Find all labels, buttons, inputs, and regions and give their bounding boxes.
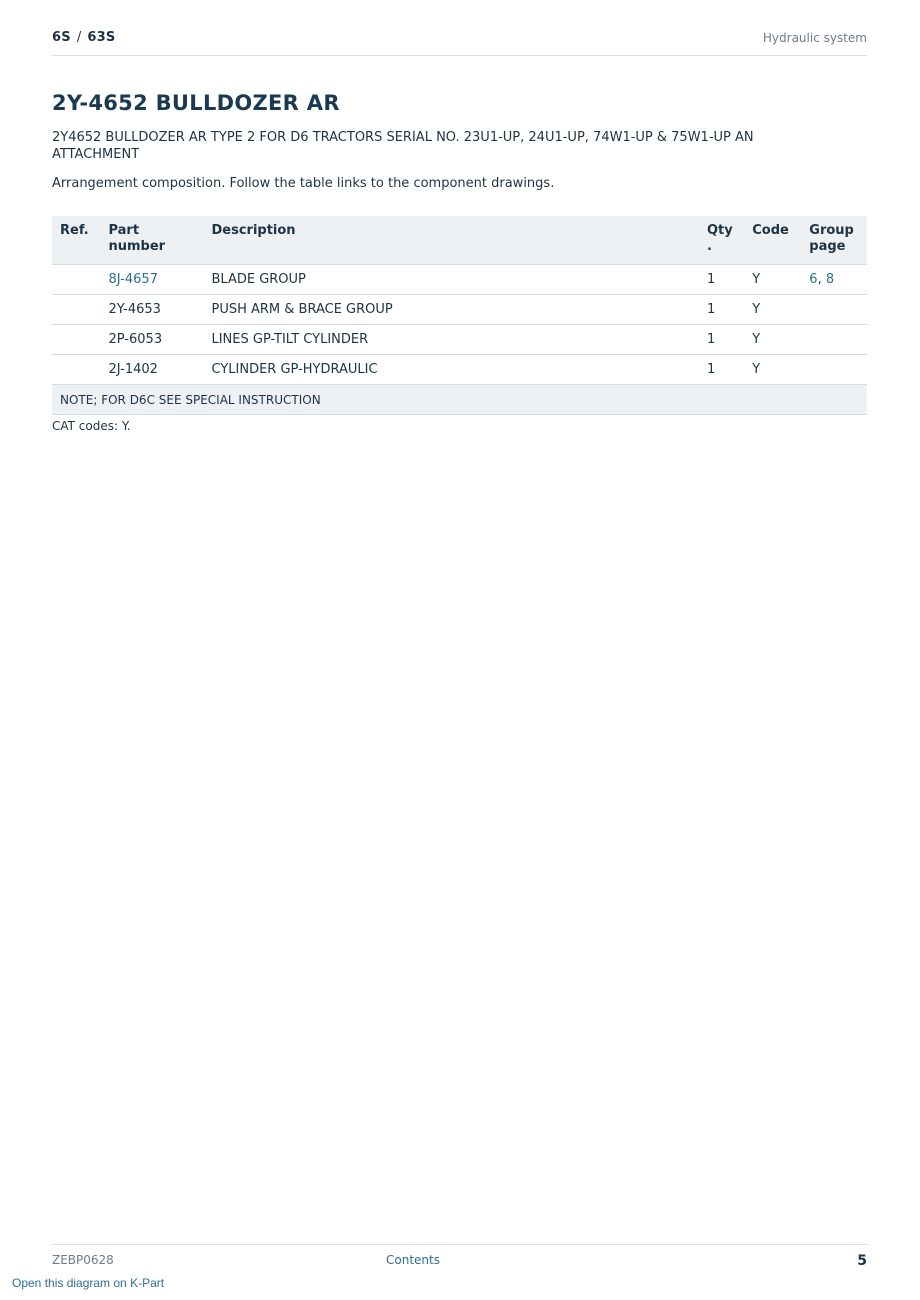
table-header-row [52,216,867,265]
cell-description: BLADE GROUP [203,265,699,295]
header-code: Code [744,216,801,265]
cell-code: Y [744,265,801,295]
group-page-link[interactable]: 8 [825,271,835,287]
cell-ref [52,265,100,295]
note-row [52,385,867,415]
table-row [52,265,867,295]
part-number-link[interactable]: 8J-4657 [108,271,158,287]
cell-group-page [801,265,867,295]
header-part-number: Part number [100,216,203,265]
page-number: 5 [857,1253,867,1269]
group-page-separator: , [817,271,826,287]
page-header [52,28,867,56]
cell-code: Y [744,355,801,385]
cat-codes: CAT codes: Y. [52,419,131,433]
arrangement-description: 2Y4652 BULLDOZER AR TYPE 2 FOR D6 TRACTORS SERIAL NO. 23U1-UP, 24U1-UP, 74W1-UP & 75W1-UP AN ATTACHMENT [52,130,754,162]
cell-description: PUSH ARM & BRACE GROUP [203,295,699,325]
document-code: ZEBP0628 [52,1253,114,1267]
cell-ref [52,295,100,325]
group-page-link[interactable]: 6 [809,271,818,287]
cell-code: Y [744,325,801,355]
header-qty-suffix: . [706,239,712,254]
contents-link[interactable]: Contents [386,1253,440,1267]
breadcrumb-item-model: 6S [52,30,71,45]
parts-table [52,216,867,415]
header-qty [699,216,744,265]
cell-group-page [801,325,867,355]
cell-ref [52,325,100,355]
cell-qty: 1 [699,265,744,295]
table-row [52,295,867,325]
header-ref: Ref. [52,216,100,265]
table-note: NOTE; FOR D6C SEE SPECIAL INSTRUCTION [52,385,867,415]
page-title: 2Y-4652 BULLDOZER AR [52,91,340,115]
document-page [52,0,867,1300]
kpart-diagram-link[interactable]: Open this diagram on K-Part [12,1276,165,1290]
table-row [52,325,867,355]
header-description: Description [203,216,699,265]
header-group-page: Group page [801,216,867,265]
breadcrumb [52,30,115,45]
breadcrumb-item-serial: 63S [87,30,116,45]
breadcrumb-separator: / [76,30,82,45]
cell-code: Y [744,295,801,325]
cell-part-number: 2Y-4653 [100,295,203,325]
page-footer [52,1244,867,1275]
cell-qty: 1 [699,295,744,325]
header-qty-label: Qty [706,223,733,238]
section-name: Hydraulic system [762,31,867,45]
cell-qty: 1 [699,325,744,355]
intro-text: Arrangement composition. Follow the table links to the component drawings. [52,176,555,191]
cell-part-number [100,265,203,295]
cell-group-page [801,355,867,385]
cell-part-number: 2J-1402 [100,355,203,385]
cell-description: LINES GP-TILT CYLINDER [203,325,699,355]
cell-ref [52,355,100,385]
cell-description: CYLINDER GP-HYDRAULIC [203,355,699,385]
table-row [52,355,867,385]
cell-qty: 1 [699,355,744,385]
cell-group-page [801,295,867,325]
cell-part-number: 2P-6053 [100,325,203,355]
